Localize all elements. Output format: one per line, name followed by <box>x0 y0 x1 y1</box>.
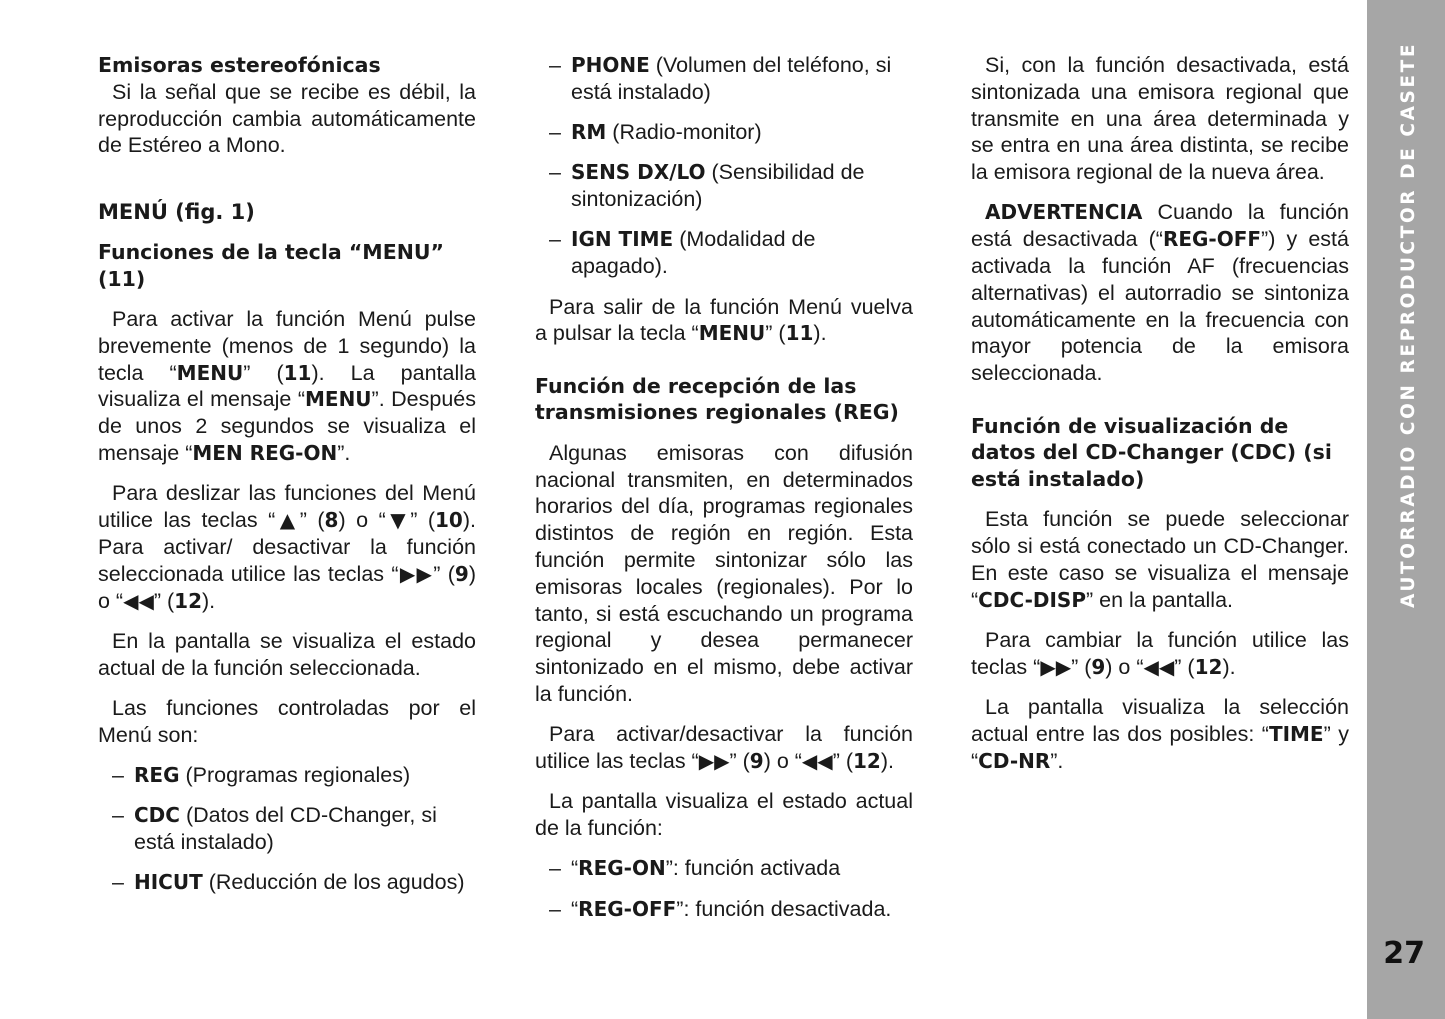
paragraph-change-function: Para cambiar la función utilice las teclas “▶▶” (9) o “◀◀” (12). <box>971 628 1349 679</box>
list-item: – IGN TIME (Modalidad de apagado). <box>549 227 816 279</box>
fast-forward-icon: ▶▶ <box>1040 654 1072 679</box>
rewind-icon: ◀◀ <box>123 588 154 613</box>
rewind-icon: ◀◀ <box>1143 654 1175 679</box>
paragraph-current-selection: La pantalla visualiza la selección actual entre las dos posibles: “TIME” y “CD-NR”. <box>971 695 1349 773</box>
fast-forward-icon: ▶▶ <box>398 561 434 586</box>
up-arrow-icon: ▲ <box>275 508 300 533</box>
heading-menu-key-functions: Funciones de la tecla “MENU” (11) <box>98 239 444 291</box>
list-item: – CDC (Datos del CD-Changer, si está instalado) <box>112 803 437 855</box>
paragraph-exit-menu: Para salir de la función Menú vuelva a pulsar la tecla “MENU” (11). <box>535 294 913 346</box>
list-item: – HICUT (Reducción de los agudos) <box>112 870 465 895</box>
paragraph-menu-functions-intro: Las funciones controladas por el Menú son: <box>98 695 476 747</box>
paragraph-function-state: La pantalla visualiza el estado actual de la función: <box>535 789 913 841</box>
heading-menu: MENÚ (fig. 1) <box>98 199 255 224</box>
paragraph-stereo: Si la señal que se recibe es débil, la reproducción cambia automáticamente de Estéreo a Mono. <box>98 79 476 158</box>
paragraph-regional: Algunas emisoras con difusión nacional transmiten, en determinados horarios del día, programas regionales distintos de región en región. Esta función permite sintonizar sólo las emisoras locales (regionales). Por lo tanto, si está escuchando un programa regional y desea permanecer sintonizado en el mismo, debe activar la función. <box>535 440 913 706</box>
down-arrow-icon: ▼ <box>385 508 411 533</box>
heading-stereo-stations: Emisoras estereofónicas <box>98 53 381 77</box>
section-sidebar <box>1367 0 1445 1019</box>
column-3 <box>971 52 1349 788</box>
list-item: – “REG-ON”: función activada <box>549 856 841 881</box>
section-title: AUTORRADIO CON REPRODUCTOR DE CASETE <box>1398 42 1419 609</box>
list-item: – RM (Radio-monitor) <box>549 120 762 145</box>
column-1 <box>98 52 476 910</box>
list-item: – PHONE (Volumen del teléfono, si está instalado) <box>549 53 892 104</box>
rewind-icon: ◀◀ <box>801 749 833 774</box>
paragraph-warning: ADVERTENCIA Cuando la función está desactivada (“REG-OFF”) y está activada la función AF (frecuencias alternativas) el autorradio se sintoniza automáticamente en la frecuencia con mayor potencia de la emisora seleccionada. <box>971 200 1349 386</box>
paragraph-scroll-functions: Para deslizar las funciones del Menú utilice las teclas “▲” (8) o “▼” (10). Para activar/ desactivar la función seleccionada utilice las teclas “▶▶” (9) o “◀◀” (12). <box>98 481 476 613</box>
list-item: – “REG-OFF”: función desactivada. <box>549 896 892 921</box>
paragraph-cdc: Esta función se puede seleccionar sólo si está conectado un CD-Changer. En este caso se visualiza el mensaje “CDC-DISP” en la pantalla. <box>971 507 1349 612</box>
column-2 <box>535 52 913 936</box>
list-item: – REG (Programas regionales) <box>112 763 411 788</box>
list-item: – SENS DX/LO (Sensibilidad de sintonización) <box>549 160 865 212</box>
heading-cd-changer: Función de visualización de datos del CD-Changer (CDC) (si está instalado) <box>971 413 1332 492</box>
paragraph-display-state: En la pantalla se visualiza el estado actual de la función seleccionada. <box>98 628 476 680</box>
paragraph-activate-menu: Para activar la función Menú pulse brevemente (menos de 1 segundo) la tecla “MENU” (11). La pantalla visualiza el mensaje “MENU”. Después de unos 2 segundos se visualiza el mensaje “MEN REG-ON”. <box>98 307 476 466</box>
paragraph-deactivated-regional: Si, con la función desactivada, está sintonizada una emisora regional que transmite en una área determinada y se entra en una área distinta, se recibe la emisora regional de la nueva área. <box>971 53 1349 185</box>
fast-forward-icon: ▶▶ <box>698 749 730 774</box>
heading-regional-reception: Función de recepción de las transmisiones regionales (REG) <box>535 373 899 425</box>
page-number: 27 <box>1383 936 1425 971</box>
paragraph-toggle-function: Para activar/desactivar la función utilice las teclas “▶▶” (9) o “◀◀” (12). <box>535 722 913 774</box>
